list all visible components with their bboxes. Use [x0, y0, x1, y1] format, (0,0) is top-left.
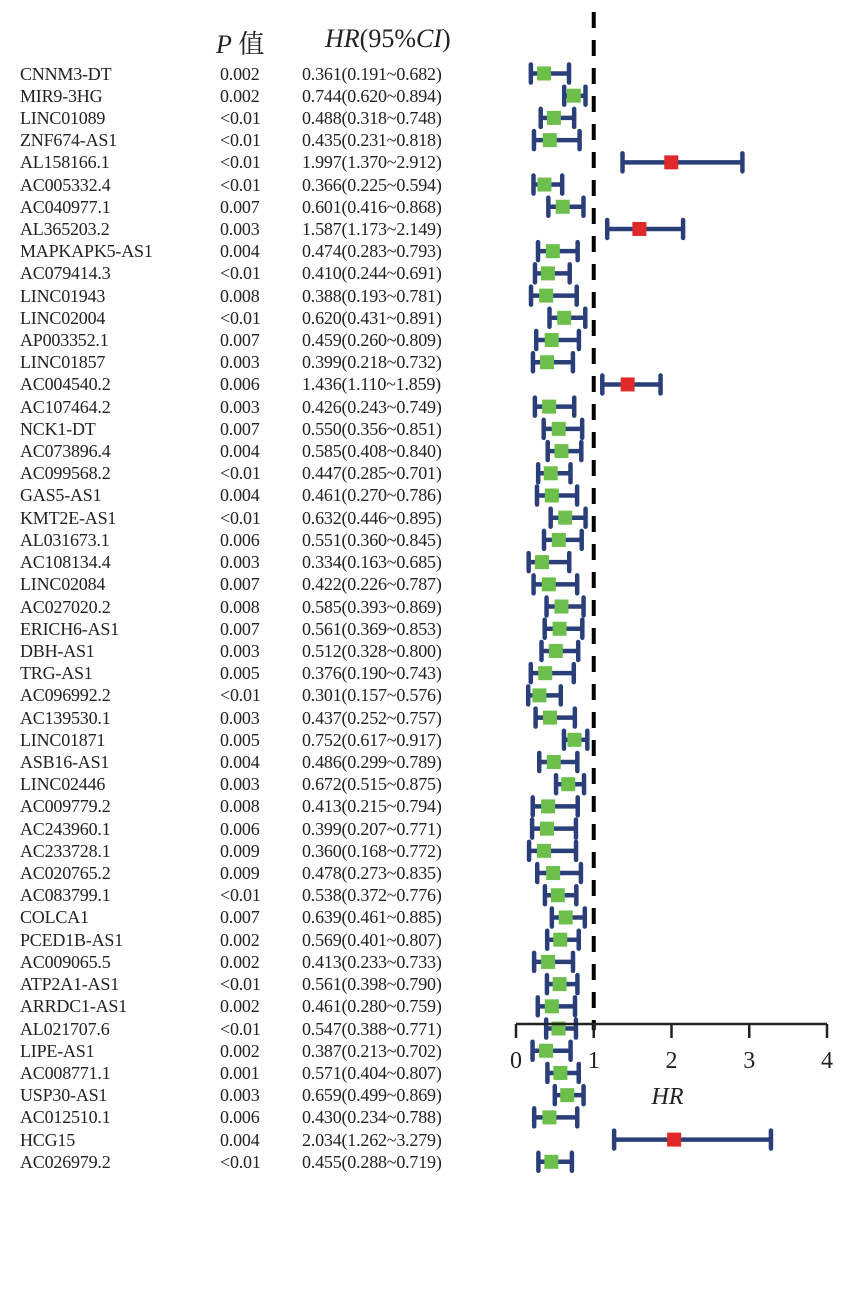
- hr-point: [543, 711, 557, 725]
- p-value-header: P 值: [216, 30, 265, 59]
- hr-point: [667, 1133, 681, 1147]
- gene-name: HCG15: [20, 1129, 76, 1150]
- gene-name: LINC02004: [20, 307, 106, 328]
- hr-ci-value: 0.486(0.299~0.789): [302, 752, 442, 772]
- gene-name: AL158166.1: [20, 152, 110, 173]
- hr-point: [557, 311, 571, 325]
- p-value: 0.002: [220, 996, 260, 1017]
- hr-point: [538, 666, 552, 680]
- p-value: <0.01: [220, 1151, 261, 1172]
- p-value: 0.001: [220, 1062, 260, 1083]
- p-value: 0.005: [220, 663, 260, 684]
- gene-name: AC073896.4: [20, 441, 111, 462]
- hr-ci-value: 0.388(0.193~0.781): [302, 285, 442, 306]
- p-value: 0.007: [220, 907, 260, 928]
- hr-point: [532, 688, 546, 702]
- hr-point: [542, 400, 556, 414]
- gene-name: CNNM3-DT: [20, 63, 112, 84]
- p-value: <0.01: [220, 307, 261, 328]
- p-value: 0.003: [220, 396, 260, 417]
- hr-ci-value: 1.997(1.370~2.912): [302, 152, 442, 173]
- gene-name: ATP2A1-AS1: [20, 974, 120, 995]
- hr-point: [621, 377, 635, 391]
- p-value: 0.003: [220, 774, 260, 795]
- hr-ci-value: 0.301(0.157~0.576): [302, 685, 442, 706]
- gene-name: AP003352.1: [20, 330, 109, 351]
- hr-ci-value: 0.601(0.416~0.868): [302, 196, 442, 217]
- p-value: 0.006: [220, 529, 260, 550]
- hr-ci-value: 0.413(0.233~0.733): [302, 951, 442, 972]
- hr-point: [537, 178, 551, 192]
- hr-point: [559, 910, 573, 924]
- hr-point: [553, 977, 567, 991]
- hr-point: [537, 67, 551, 81]
- gene-name: COLCA1: [20, 907, 89, 928]
- hr-ci-value: 0.437(0.252~0.757): [302, 707, 442, 728]
- p-value: 0.008: [220, 596, 260, 617]
- hr-ci-value: 0.361(0.191~0.682): [302, 63, 442, 84]
- p-value: 0.006: [220, 1107, 260, 1128]
- gene-name: AC009065.5: [20, 951, 111, 972]
- hr-point: [547, 755, 561, 769]
- gene-name: ASB16-AS1: [20, 752, 110, 772]
- gene-name: LINC01857: [20, 352, 106, 373]
- hr-ci-value: 0.632(0.446~0.895): [302, 507, 442, 528]
- gene-name: USP30-AS1: [20, 1085, 108, 1106]
- x-tick-label: 4: [821, 1048, 833, 1074]
- hr-point: [549, 644, 563, 658]
- hr-ci-value: 0.366(0.225~0.594): [302, 174, 442, 195]
- x-tick-label: 1: [587, 1048, 600, 1074]
- p-value: 0.002: [220, 85, 260, 106]
- p-value: <0.01: [220, 974, 261, 995]
- hr-ci-value: 0.744(0.620~0.894): [302, 85, 442, 106]
- gene-name: AC083799.1: [20, 885, 111, 906]
- hr-point: [539, 289, 553, 303]
- p-value: 0.008: [220, 285, 260, 306]
- hr-ci-value: 0.399(0.218~0.732): [302, 352, 442, 373]
- hr-point: [546, 244, 560, 258]
- hr-ci-value: 0.430(0.234~0.788): [302, 1107, 442, 1128]
- gene-name: AC040977.1: [20, 196, 111, 217]
- hr-point: [535, 555, 549, 569]
- p-value: 0.002: [220, 929, 260, 950]
- p-value: 0.002: [220, 1040, 260, 1061]
- hr-point: [545, 999, 559, 1013]
- hr-ci-value: 0.488(0.318~0.748): [302, 107, 442, 128]
- hr-ci-value: 0.550(0.356~0.851): [302, 418, 442, 439]
- p-value: <0.01: [220, 174, 261, 195]
- hr-ci-value: 0.752(0.617~0.917): [302, 729, 442, 750]
- x-tick-label: 2: [665, 1048, 678, 1074]
- gene-name: ZNF674-AS1: [20, 130, 118, 151]
- gene-name: AC008771.1: [20, 1062, 111, 1083]
- hr-ci-value: 0.422(0.226~0.787): [302, 574, 442, 595]
- hr-ci-value: 0.461(0.280~0.759): [302, 996, 442, 1017]
- gene-name: AC012510.1: [20, 1107, 111, 1128]
- hr-point: [551, 888, 565, 902]
- hr-point: [540, 822, 554, 836]
- gene-name: LIPE-AS1: [20, 1040, 95, 1061]
- gene-name: AL031673.1: [20, 529, 110, 550]
- gene-name: ERICH6-AS1: [20, 618, 120, 639]
- hr-point: [542, 577, 556, 591]
- gene-name: AC243960.1: [20, 818, 111, 839]
- hr-ci-value: 0.561(0.398~0.790): [302, 974, 442, 995]
- hr-ci-value: 0.360(0.168~0.772): [302, 840, 442, 861]
- hr-ci-value: 0.569(0.401~0.807): [302, 929, 442, 950]
- gene-name: AC233728.1: [20, 840, 111, 861]
- hr-point: [541, 799, 555, 813]
- x-axis-title: HR: [651, 1084, 684, 1110]
- x-tick-label: 3: [743, 1048, 756, 1074]
- p-value: 0.004: [220, 752, 260, 772]
- hr-ci-value: 0.585(0.393~0.869): [302, 596, 442, 617]
- p-value: 0.004: [220, 485, 260, 506]
- hr-ci-value: 0.413(0.215~0.794): [302, 796, 442, 817]
- p-value: <0.01: [220, 107, 261, 128]
- hr-point: [567, 89, 581, 103]
- hr-point: [546, 866, 560, 880]
- gene-name: AC099568.2: [20, 463, 111, 484]
- p-value: 0.007: [220, 618, 260, 639]
- hr-ci-value: 1.436(1.110~1.859): [302, 374, 441, 395]
- hr-ci-value: 2.034(1.262~3.279): [302, 1129, 442, 1150]
- p-value: 0.002: [220, 951, 260, 972]
- gene-name: GAS5-AS1: [20, 485, 102, 506]
- hr-point: [543, 133, 557, 147]
- hr-point: [541, 955, 555, 969]
- p-value: <0.01: [220, 885, 261, 906]
- p-value: 0.007: [220, 418, 260, 439]
- p-value: 0.003: [220, 552, 260, 573]
- hr-ci-value: 0.512(0.328~0.800): [302, 640, 442, 661]
- p-value: 0.004: [220, 241, 260, 262]
- gene-name: TRG-AS1: [20, 663, 93, 684]
- hr-ci-value: 0.659(0.499~0.869): [302, 1085, 442, 1106]
- p-value: 0.006: [220, 818, 260, 839]
- gene-name: LINC01871: [20, 729, 106, 750]
- hr-ci-value: 0.639(0.461~0.885): [302, 907, 442, 928]
- hr-ci-value: 0.435(0.231~0.818): [302, 130, 442, 151]
- gene-name: AC027020.2: [20, 596, 111, 617]
- hr-ci-value: 0.334(0.163~0.685): [302, 552, 442, 573]
- p-value: 0.004: [220, 1129, 260, 1150]
- gene-name: PCED1B-AS1: [20, 929, 124, 950]
- p-value: 0.003: [220, 640, 260, 661]
- hr-ci-value: 0.459(0.260~0.809): [302, 330, 442, 351]
- gene-name: AC009779.2: [20, 796, 111, 817]
- p-value: 0.002: [220, 63, 260, 84]
- p-value: <0.01: [220, 507, 261, 528]
- p-value: 0.003: [220, 1085, 260, 1106]
- hr-point: [537, 844, 551, 858]
- hr-point: [558, 511, 572, 525]
- p-value: 0.003: [220, 218, 260, 239]
- gene-name: AC004540.2: [20, 374, 111, 395]
- p-value: <0.01: [220, 152, 261, 173]
- hr-point: [553, 1066, 567, 1080]
- gene-name: LINC02084: [20, 574, 106, 595]
- hr-ci-value: 0.538(0.372~0.776): [302, 885, 442, 906]
- p-value: 0.007: [220, 196, 260, 217]
- hr-ci-value: 0.561(0.369~0.853): [302, 618, 442, 639]
- p-value: <0.01: [220, 263, 261, 284]
- gene-name: AC096992.2: [20, 685, 111, 706]
- gene-name: DBH-AS1: [20, 640, 95, 661]
- hr-ci-value: 1.587(1.173~2.149): [302, 218, 442, 239]
- p-value: 0.007: [220, 330, 260, 351]
- gene-name: AC107464.2: [20, 396, 111, 417]
- hr-point: [554, 600, 568, 614]
- p-value: <0.01: [220, 685, 261, 706]
- hr-point: [561, 777, 575, 791]
- hr-point: [632, 222, 646, 236]
- hr-point: [567, 733, 581, 747]
- gene-name: AC026979.2: [20, 1151, 111, 1172]
- gene-name: ARRDC1-AS1: [20, 996, 128, 1017]
- hr-point: [664, 155, 678, 169]
- hr-point: [554, 444, 568, 458]
- hr-ci-value: 0.672(0.515~0.875): [302, 774, 442, 795]
- hr-ci-value: 0.585(0.408~0.840): [302, 441, 442, 462]
- hr-ci-value: 0.410(0.244~0.691): [302, 263, 442, 284]
- gene-name: LINC01089: [20, 107, 106, 128]
- hr-point: [541, 266, 555, 280]
- p-value: 0.009: [220, 840, 260, 861]
- p-value: 0.008: [220, 796, 260, 817]
- p-value: <0.01: [220, 463, 261, 484]
- hr-point: [542, 1110, 556, 1124]
- gene-name: AL365203.2: [20, 218, 110, 239]
- p-value: <0.01: [220, 130, 261, 151]
- p-value: 0.007: [220, 574, 260, 595]
- hr-ci-value: 0.447(0.285~0.701): [302, 463, 442, 484]
- gene-name: AC020765.2: [20, 863, 111, 884]
- hr-point: [560, 1088, 574, 1102]
- hr-ci-value: 0.474(0.283~0.793): [302, 241, 442, 262]
- hr-point: [540, 355, 554, 369]
- gene-name: KMT2E-AS1: [20, 507, 117, 528]
- hr-point: [553, 622, 567, 636]
- gene-name: AC108134.4: [20, 552, 111, 573]
- gene-name: NCK1-DT: [20, 418, 96, 439]
- hr-ci-header: HR(95%CI): [325, 24, 451, 53]
- hr-ci-value: 0.478(0.273~0.835): [302, 863, 442, 884]
- p-value: 0.005: [220, 729, 260, 750]
- hr-ci-value: 0.455(0.288~0.719): [302, 1151, 442, 1172]
- hr-point: [544, 466, 558, 480]
- gene-name: AC079414.3: [20, 263, 111, 284]
- hr-point: [547, 111, 561, 125]
- x-tick-label: 0: [510, 1048, 522, 1074]
- p-value: 0.006: [220, 374, 260, 395]
- gene-name: AC005332.4: [20, 174, 111, 195]
- hr-ci-value: 0.461(0.270~0.786): [302, 485, 442, 506]
- p-value: 0.004: [220, 441, 260, 462]
- hr-point: [556, 200, 570, 214]
- hr-ci-value: 0.399(0.207~0.771): [302, 818, 442, 839]
- hr-ci-value: 0.547(0.388~0.771): [302, 1018, 442, 1039]
- hr-point: [545, 488, 559, 502]
- hr-ci-value: 0.387(0.213~0.702): [302, 1040, 442, 1061]
- gene-name: AL021707.6: [20, 1018, 110, 1039]
- hr-ci-value: 0.376(0.190~0.743): [302, 663, 442, 684]
- hr-ci-value: 0.426(0.243~0.749): [302, 396, 442, 417]
- hr-point: [545, 333, 559, 347]
- hr-point: [552, 533, 566, 547]
- hr-ci-value: 0.571(0.404~0.807): [302, 1062, 442, 1083]
- hr-point: [544, 1155, 558, 1169]
- gene-name: LINC02446: [20, 774, 106, 795]
- hr-ci-value: 0.620(0.431~0.891): [302, 307, 442, 328]
- gene-name: AC139530.1: [20, 707, 111, 728]
- hr-ci-value: 0.551(0.360~0.845): [302, 529, 442, 550]
- hr-point: [553, 933, 567, 947]
- gene-name: LINC01943: [20, 285, 106, 306]
- p-value: 0.009: [220, 863, 260, 884]
- p-value: <0.01: [220, 1018, 261, 1039]
- hr-point: [539, 1044, 553, 1058]
- gene-name: MIR9-3HG: [20, 85, 103, 106]
- p-value: 0.003: [220, 707, 260, 728]
- p-value: 0.003: [220, 352, 260, 373]
- hr-point: [552, 422, 566, 436]
- gene-name: MAPKAPK5-AS1: [20, 241, 153, 262]
